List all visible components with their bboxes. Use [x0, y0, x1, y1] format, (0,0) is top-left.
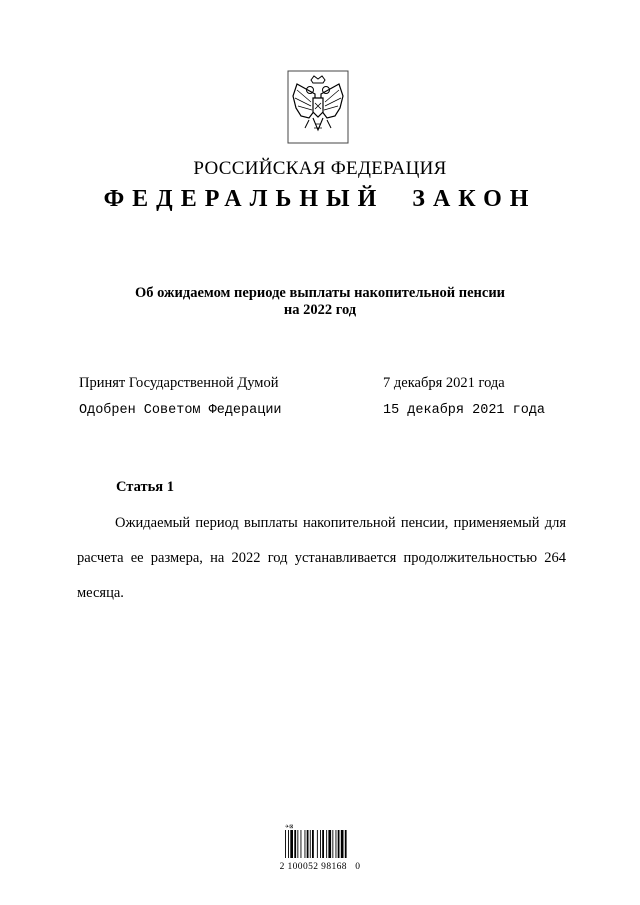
law-title-line-2: на 2022 год: [283, 302, 357, 318]
svg-text:✈⊠: ✈⊠: [285, 824, 294, 830]
article-heading: Статья 1: [116, 479, 174, 495]
law-title: [0, 285, 640, 319]
law-title-line-1: Об ожидаемом периоде выплаты накопительной пенсии: [134, 285, 506, 301]
adopted-duma-date: 7 декабря 2021 года: [383, 375, 505, 391]
document-type: ФЕДЕРАЛЬНЫЙ ЗАКОН: [103, 186, 537, 212]
adopted-duma-label: Принят Государственной Думой: [79, 375, 279, 391]
approved-federation-council-date: 15 декабря 2021 года: [383, 403, 546, 418]
approved-federation-council-label: Одобрен Советом Федерации: [79, 403, 282, 418]
barcode-number: 2 100052 98168 0: [279, 862, 361, 872]
coat-of-arms-emblem: [287, 70, 349, 144]
country-name: РОССИЙСКАЯ ФЕДЕРАЦИЯ: [193, 158, 447, 179]
article-text: Ожидаемый период выплаты накопительной пенсии, применяемый для расчета ее размера, на 2022 год устанавливается продолжительностью 264 месяца.: [77, 515, 566, 601]
barcode-image: [283, 821, 359, 859]
